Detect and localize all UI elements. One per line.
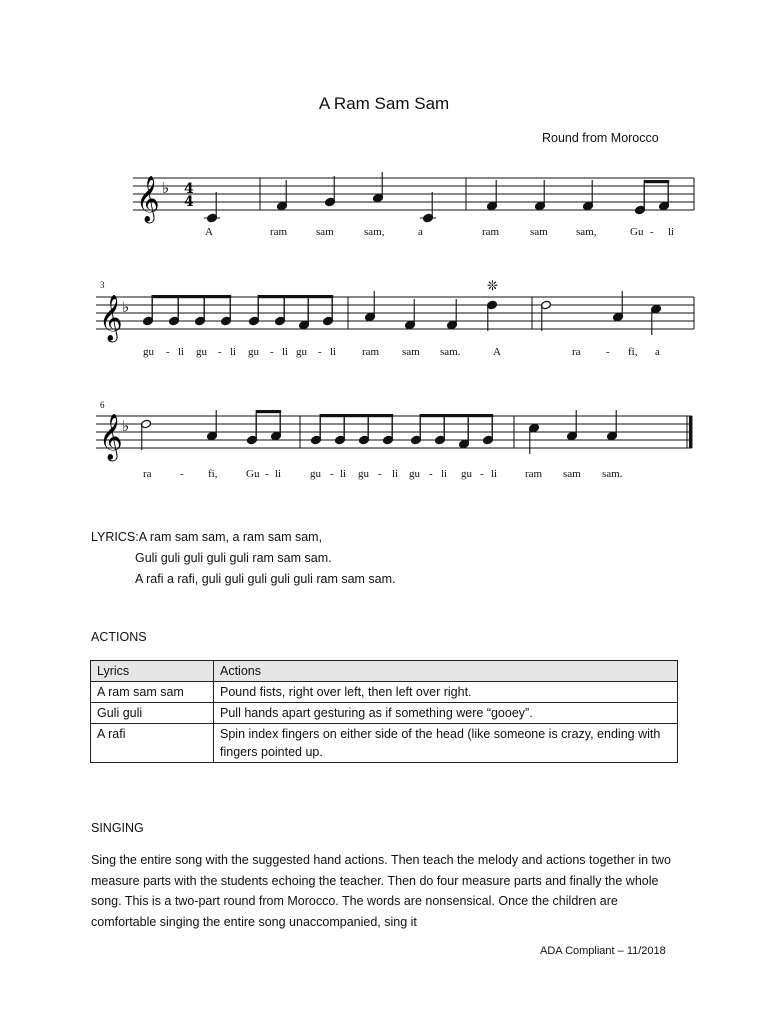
lyric-syllable: ra [572, 346, 581, 358]
beam [420, 414, 493, 417]
beam [256, 410, 281, 413]
lyric-syllable: a [655, 346, 660, 358]
lyric-syllable: sam [563, 468, 581, 480]
lyrics-line-3: A rafi a rafi, guli guli guli guli guli ram sam sam. [135, 572, 396, 586]
lyrics-block [91, 527, 396, 590]
lyric-syllable: - [650, 226, 654, 238]
round-entry-mark: ❊ [487, 279, 498, 294]
measure-number-3: 3 [100, 280, 105, 290]
row-action: Spin index fingers on either side of the head (like someone is crazy, ending with fingers pointed up. [214, 724, 678, 763]
lyric-syllable: li [441, 468, 448, 480]
lyric-syllable: sam [530, 226, 548, 238]
lyric-syllable: gu [143, 346, 154, 358]
key-flat: ♭ [162, 179, 170, 197]
lyrics-under-staff [143, 226, 674, 480]
lyric-syllable: gu [248, 346, 259, 358]
actions-table [90, 660, 678, 763]
lyric-syllable: - [180, 468, 184, 480]
table-row [91, 703, 678, 724]
row-lyric: A rafi [91, 724, 214, 763]
lyric-syllable: ram [482, 226, 500, 238]
table-row [91, 724, 678, 763]
beam [644, 180, 669, 183]
lyric-syllable: li [178, 346, 185, 358]
beam [258, 295, 333, 298]
lyric-syllable: gu [358, 468, 369, 480]
lyric-syllable: sam. [602, 468, 623, 480]
lyric-syllable: ram [525, 468, 543, 480]
beam [320, 414, 393, 417]
lyric-syllable: - [378, 468, 382, 480]
lyric-syllable: fi, [208, 468, 218, 480]
page-title: A Ram Sam Sam [318, 94, 450, 113]
lyric-syllable: gu [409, 468, 420, 480]
table-header-row [91, 661, 678, 682]
lyric-syllable: ra [143, 468, 152, 480]
lyric-syllable: gu [461, 468, 472, 480]
lyric-syllable: ram [362, 346, 380, 358]
lyric-syllable: li [330, 346, 337, 358]
lyric-syllable: li [230, 346, 237, 358]
column-header-lyrics: Lyrics [91, 661, 214, 682]
actions-heading: ACTIONS [91, 630, 147, 644]
lyric-syllable: Gu [630, 226, 644, 238]
lyric-syllable: gu [296, 346, 307, 358]
key-flat: ♭ [122, 298, 130, 316]
lyric-syllable: sam. [440, 346, 461, 358]
row-action: Pound fists, right over left, then left over right. [214, 682, 678, 703]
lyric-syllable: A [205, 226, 213, 238]
treble-clef: 𝄞 [99, 295, 123, 341]
treble-clef: 𝄞 [99, 414, 123, 460]
lyric-syllable: - [606, 346, 610, 358]
lyrics-line-1: A ram sam sam, a ram sam sam, [138, 530, 323, 544]
row-lyric: Guli guli [91, 703, 214, 724]
footer-note: ADA Compliant – 11/2018 [540, 945, 666, 957]
measure-number-6: 6 [100, 400, 105, 410]
sheet-music [0, 0, 768, 500]
lyric-syllable: ram [270, 226, 288, 238]
singing-heading: SINGING [91, 821, 144, 835]
lyric-syllable: gu [310, 468, 321, 480]
lyric-syllable: - [318, 346, 322, 358]
lyric-syllable: li [491, 468, 498, 480]
lyric-syllable: sam [402, 346, 420, 358]
lyric-syllable: A [493, 346, 501, 358]
lyric-syllable: li [668, 226, 675, 238]
lyric-syllable: - [166, 346, 170, 358]
lyric-syllable: - [429, 468, 433, 480]
lyric-syllable: sam, [364, 226, 385, 238]
lyric-syllable: sam, [576, 226, 597, 238]
lyric-syllable: fi, [628, 346, 638, 358]
time-signature-bottom: 4 [184, 194, 194, 210]
lyric-syllable: li [275, 468, 282, 480]
lyric-syllable: li [392, 468, 399, 480]
table-row [91, 682, 678, 703]
lyric-syllable: Gu [246, 468, 260, 480]
row-action: Pull hands apart gesturing as if something were “gooey”. [214, 703, 678, 724]
treble-clef: 𝄞 [136, 176, 160, 222]
lyric-syllable: li [282, 346, 289, 358]
beam [152, 295, 231, 298]
singing-paragraph: Sing the entire song with the suggested hand actions. Then teach the melody and actions together in two measure parts with the students echoing the teacher. Then do four measure parts and finally the whole song. This is a two-part round from Morocco. The words are nonsensical. Once the children are comfortable singing the entire song unaccompanied, sing it [91, 853, 672, 929]
row-lyric: A ram sam sam [91, 682, 214, 703]
final-barline [689, 416, 693, 448]
song-origin: Round from Morocco [542, 131, 659, 145]
lyrics-label: LYRICS: [91, 530, 139, 544]
lyric-syllable: gu [196, 346, 207, 358]
lyric-syllable: - [218, 346, 222, 358]
lyric-syllable: - [330, 468, 334, 480]
lyric-syllable: - [270, 346, 274, 358]
lyric-syllable: - [480, 468, 484, 480]
lyric-syllable: - [265, 468, 269, 480]
key-flat: ♭ [122, 417, 130, 435]
lyric-syllable: sam [316, 226, 334, 238]
time-signature-top: 4 [184, 181, 194, 197]
lyric-syllable: li [340, 468, 347, 480]
staves [96, 176, 694, 462]
lyrics-line-2: Guli guli guli guli guli ram sam sam. [135, 551, 332, 565]
column-header-actions: Actions [214, 661, 678, 682]
lyric-syllable: a [418, 226, 423, 238]
